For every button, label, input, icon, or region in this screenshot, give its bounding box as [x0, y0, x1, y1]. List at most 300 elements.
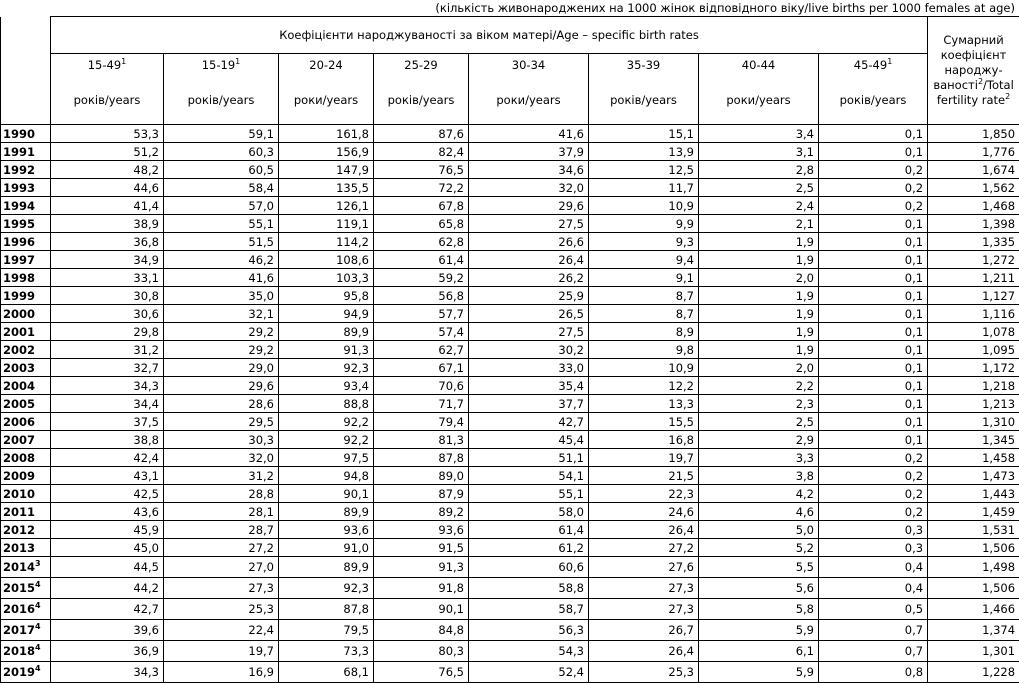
rate-cell: 56,8	[374, 287, 469, 305]
age-specific-header: Коефіцієнти народжуваності за віком матері/Age – specific birth rates	[51, 17, 928, 54]
rate-cell: 29,2	[164, 341, 279, 359]
rate-cell: 4,2	[699, 485, 819, 503]
age-group-unit: роки/years	[469, 76, 589, 125]
rate-cell: 94,8	[279, 467, 374, 485]
rate-cell: 79,4	[374, 413, 469, 431]
rate-cell: 103,3	[279, 269, 374, 287]
rate-cell: 27,2	[589, 539, 699, 557]
table-row	[1, 359, 1019, 377]
rate-cell: 2,9	[699, 431, 819, 449]
year-header	[1, 17, 51, 125]
rate-cell: 87,6	[374, 125, 469, 143]
rate-cell: 92,2	[279, 413, 374, 431]
rate-cell: 30,3	[164, 431, 279, 449]
rate-cell: 29,0	[164, 359, 279, 377]
rate-cell: 34,4	[51, 395, 164, 413]
rate-cell: 29,8	[51, 323, 164, 341]
year-cell: 2016$^4$	[1, 599, 51, 620]
table-row	[1, 620, 1019, 641]
rate-cell: 5,9	[699, 620, 819, 641]
total-fertility-cell: 1,211	[928, 269, 1019, 287]
rate-cell: 29,5	[164, 413, 279, 431]
rate-cell: 61,2	[469, 539, 589, 557]
rate-cell: 5,9	[699, 662, 819, 683]
rate-cell: 9,4	[589, 251, 699, 269]
year-cell: 1997	[1, 251, 51, 269]
rate-cell: 87,9	[374, 485, 469, 503]
rate-cell: 0,7	[819, 641, 928, 662]
table-row	[1, 287, 1019, 305]
rate-cell: 91,8	[374, 578, 469, 599]
rate-cell: 0,1	[819, 305, 928, 323]
rate-cell: 33,1	[51, 269, 164, 287]
total-fertility-cell: 1,172	[928, 359, 1019, 377]
table-row	[1, 323, 1019, 341]
rate-cell: 91,5	[374, 539, 469, 557]
rate-cell: 67,1	[374, 359, 469, 377]
year-cell: 2009	[1, 467, 51, 485]
rate-cell: 42,5	[51, 485, 164, 503]
table-row	[1, 377, 1019, 395]
rate-cell: 73,3	[279, 641, 374, 662]
rate-cell: 28,7	[164, 521, 279, 539]
year-cell: 2014$^3$	[1, 557, 51, 578]
year-cell: 1994	[1, 197, 51, 215]
total-fertility-cell: 1,776	[928, 143, 1019, 161]
rate-cell: 57,0	[164, 197, 279, 215]
year-cell: 1993	[1, 179, 51, 197]
table-row	[1, 557, 1019, 578]
rate-cell: 4,6	[699, 503, 819, 521]
table-row	[1, 125, 1019, 143]
total-fertility-cell: 1,301	[928, 641, 1019, 662]
rate-cell: 0,1	[819, 431, 928, 449]
rate-cell: 29,6	[469, 197, 589, 215]
table-header	[1, 17, 1019, 125]
rate-cell: 26,5	[469, 305, 589, 323]
rate-cell: 0,1	[819, 377, 928, 395]
rate-cell: 90,1	[279, 485, 374, 503]
rate-cell: 45,9	[51, 521, 164, 539]
rate-cell: 91,3	[374, 557, 469, 578]
rate-cell: 9,9	[589, 215, 699, 233]
rate-cell: 36,9	[51, 641, 164, 662]
rate-cell: 76,5	[374, 161, 469, 179]
rate-cell: 33,0	[469, 359, 589, 377]
table-row	[1, 341, 1019, 359]
rate-cell: 58,8	[469, 578, 589, 599]
rate-cell: 42,7	[469, 413, 589, 431]
rate-cell: 13,3	[589, 395, 699, 413]
age-group-label: $45-49^1$	[819, 54, 928, 76]
total-fertility-cell: 1,116	[928, 305, 1019, 323]
rate-cell: 51,5	[164, 233, 279, 251]
age-group-label: 30-34	[469, 54, 589, 76]
rate-cell: 84,8	[374, 620, 469, 641]
table-row	[1, 179, 1019, 197]
total-fertility-cell: 1,459	[928, 503, 1019, 521]
rate-cell: 60,5	[164, 161, 279, 179]
table-row	[1, 143, 1019, 161]
rate-cell: 42,4	[51, 449, 164, 467]
rate-cell: 0,5	[819, 599, 928, 620]
rate-cell: 135,5	[279, 179, 374, 197]
rate-cell: 22,4	[164, 620, 279, 641]
rate-cell: 28,6	[164, 395, 279, 413]
rate-cell: 67,8	[374, 197, 469, 215]
rate-cell: 0,1	[819, 233, 928, 251]
age-group-unit: років/years	[164, 76, 279, 125]
rate-cell: 35,0	[164, 287, 279, 305]
rate-cell: 55,1	[469, 485, 589, 503]
rate-cell: 89,0	[374, 467, 469, 485]
rate-cell: 24,6	[589, 503, 699, 521]
rate-cell: 147,9	[279, 161, 374, 179]
rate-cell: 15,1	[589, 125, 699, 143]
rate-cell: 42,7	[51, 599, 164, 620]
rate-cell: 89,9	[279, 323, 374, 341]
rate-cell: 126,1	[279, 197, 374, 215]
rate-cell: 38,9	[51, 215, 164, 233]
total-fertility-cell: 1,473	[928, 467, 1019, 485]
year-cell: 2003	[1, 359, 51, 377]
rate-cell: 61,4	[469, 521, 589, 539]
rate-cell: 95,8	[279, 287, 374, 305]
age-group-unit: роки/years	[699, 76, 819, 125]
rate-cell: 76,5	[374, 662, 469, 683]
rate-cell: 37,7	[469, 395, 589, 413]
total-fertility-cell: 1,374	[928, 620, 1019, 641]
rate-cell: 61,4	[374, 251, 469, 269]
table-row	[1, 269, 1019, 287]
rate-cell: 9,3	[589, 233, 699, 251]
rate-cell: 25,3	[164, 599, 279, 620]
rate-cell: 0,1	[819, 395, 928, 413]
rate-cell: 119,1	[279, 215, 374, 233]
year-cell: 1995	[1, 215, 51, 233]
total-fertility-cell: 1,468	[928, 197, 1019, 215]
total-fertility-cell: 1,218	[928, 377, 1019, 395]
rate-cell: 56,3	[469, 620, 589, 641]
age-group-unit: років/years	[51, 76, 164, 125]
rate-cell: 6,1	[699, 641, 819, 662]
rate-cell: 32,7	[51, 359, 164, 377]
rate-cell: 52,4	[469, 662, 589, 683]
total-fertility-cell: 1,095	[928, 341, 1019, 359]
rate-cell: 58,4	[164, 179, 279, 197]
rate-cell: 0,1	[819, 215, 928, 233]
rate-cell: 2,5	[699, 413, 819, 431]
rate-cell: 10,9	[589, 359, 699, 377]
rate-cell: 21,5	[589, 467, 699, 485]
rate-cell: 25,3	[589, 662, 699, 683]
rate-cell: 13,9	[589, 143, 699, 161]
age-group-unit: років/years	[819, 76, 928, 125]
table-row	[1, 521, 1019, 539]
rate-cell: 41,6	[469, 125, 589, 143]
rate-cell: 32,0	[164, 449, 279, 467]
age-group-unit: роки/years	[279, 76, 374, 125]
rate-cell: 37,5	[51, 413, 164, 431]
year-cell: 2012	[1, 521, 51, 539]
rate-cell: 92,2	[279, 431, 374, 449]
age-unit-row	[1, 76, 1019, 125]
rate-cell: 91,3	[279, 341, 374, 359]
rate-cell: 2,4	[699, 197, 819, 215]
total-fertility-cell: 1,506	[928, 578, 1019, 599]
table-row	[1, 395, 1019, 413]
rate-cell: 27,3	[589, 599, 699, 620]
rate-cell: 10,9	[589, 197, 699, 215]
total-fertility-cell: 1,213	[928, 395, 1019, 413]
table-row	[1, 449, 1019, 467]
rate-cell: 93,6	[374, 521, 469, 539]
rate-cell: 43,6	[51, 503, 164, 521]
rate-cell: 8,7	[589, 305, 699, 323]
table-row	[1, 599, 1019, 620]
rate-cell: 22,3	[589, 485, 699, 503]
rate-cell: 59,2	[374, 269, 469, 287]
rate-cell: 30,8	[51, 287, 164, 305]
rate-cell: 108,6	[279, 251, 374, 269]
rate-cell: 8,7	[589, 287, 699, 305]
age-group-unit: років/years	[589, 76, 699, 125]
rate-cell: 94,9	[279, 305, 374, 323]
total-fertility-cell: 1,443	[928, 485, 1019, 503]
year-cell: 2000	[1, 305, 51, 323]
year-cell: 2015$^4$	[1, 578, 51, 599]
rate-cell: 62,8	[374, 233, 469, 251]
age-group-row	[1, 54, 1019, 76]
rate-cell: 5,2	[699, 539, 819, 557]
rate-cell: 90,1	[374, 599, 469, 620]
rate-cell: 46,2	[164, 251, 279, 269]
rate-cell: 3,4	[699, 125, 819, 143]
rate-cell: 34,3	[51, 377, 164, 395]
rate-cell: 27,3	[164, 578, 279, 599]
rate-cell: 26,4	[469, 251, 589, 269]
rate-cell: 93,6	[279, 521, 374, 539]
rate-cell: 3,3	[699, 449, 819, 467]
rate-cell: 39,6	[51, 620, 164, 641]
rate-cell: 97,5	[279, 449, 374, 467]
rate-cell: 34,6	[469, 161, 589, 179]
rate-cell: 1,9	[699, 305, 819, 323]
rate-cell: 2,0	[699, 269, 819, 287]
rate-cell: 58,0	[469, 503, 589, 521]
total-fertility-cell: 1,127	[928, 287, 1019, 305]
total-fertility-cell: 1,272	[928, 251, 1019, 269]
year-cell: 2005	[1, 395, 51, 413]
rate-cell: 44,5	[51, 557, 164, 578]
total-fertility-cell: 1,531	[928, 521, 1019, 539]
rate-cell: 3,8	[699, 467, 819, 485]
rate-cell: 12,2	[589, 377, 699, 395]
rate-cell: 41,4	[51, 197, 164, 215]
rate-cell: 26,2	[469, 269, 589, 287]
age-group-label: 35-39	[589, 54, 699, 76]
rate-cell: 1,9	[699, 287, 819, 305]
rate-cell: 89,2	[374, 503, 469, 521]
table-row	[1, 641, 1019, 662]
year-cell: 1996	[1, 233, 51, 251]
rate-cell: 8,9	[589, 323, 699, 341]
rate-cell: 29,6	[164, 377, 279, 395]
rate-cell: 0,3	[819, 521, 928, 539]
age-group-label: $15-49^1$	[51, 54, 164, 76]
rate-cell: 15,5	[589, 413, 699, 431]
rate-cell: 62,7	[374, 341, 469, 359]
year-cell: 2007	[1, 431, 51, 449]
rate-cell: 0,2	[819, 197, 928, 215]
table-row	[1, 161, 1019, 179]
total-fertility-cell: 1,674	[928, 161, 1019, 179]
total-fertility-header: Сумарний коефіцієнт народжу- ваності$^2$/Total fertility rate$^2$	[928, 17, 1019, 125]
rate-cell: 2,8	[699, 161, 819, 179]
age-group-label: $15-19^1$	[164, 54, 279, 76]
total-fertility-cell: 1,310	[928, 413, 1019, 431]
rate-cell: 3,1	[699, 143, 819, 161]
rate-cell: 26,6	[469, 233, 589, 251]
rate-cell: 2,1	[699, 215, 819, 233]
rate-cell: 92,3	[279, 359, 374, 377]
rate-cell: 34,9	[51, 251, 164, 269]
rate-cell: 57,4	[374, 323, 469, 341]
rate-cell: 12,5	[589, 161, 699, 179]
birth-rates-table	[0, 16, 1019, 683]
rate-cell: 0,1	[819, 341, 928, 359]
rate-cell: 27,2	[164, 539, 279, 557]
rate-cell: 71,7	[374, 395, 469, 413]
rate-cell: 89,9	[279, 557, 374, 578]
year-cell: 2017$^4$	[1, 620, 51, 641]
table-row	[1, 485, 1019, 503]
rate-cell: 91,0	[279, 539, 374, 557]
rate-cell: 0,1	[819, 269, 928, 287]
total-fertility-cell: 1,850	[928, 125, 1019, 143]
rate-cell: 0,2	[819, 467, 928, 485]
rate-cell: 1,9	[699, 233, 819, 251]
rate-cell: 54,3	[469, 641, 589, 662]
rate-cell: 41,6	[164, 269, 279, 287]
rate-cell: 31,2	[164, 467, 279, 485]
rate-cell: 38,8	[51, 431, 164, 449]
rate-cell: 36,8	[51, 233, 164, 251]
rate-cell: 2,5	[699, 179, 819, 197]
rate-cell: 0,1	[819, 359, 928, 377]
table-row	[1, 413, 1019, 431]
rate-cell: 53,3	[51, 125, 164, 143]
rate-cell: 43,1	[51, 467, 164, 485]
rate-cell: 80,3	[374, 641, 469, 662]
rate-cell: 27,0	[164, 557, 279, 578]
year-cell: 1991	[1, 143, 51, 161]
rate-cell: 25,9	[469, 287, 589, 305]
rate-cell: 44,2	[51, 578, 164, 599]
rate-cell: 114,2	[279, 233, 374, 251]
rate-cell: 16,8	[589, 431, 699, 449]
year-cell: 2006	[1, 413, 51, 431]
rate-cell: 31,2	[51, 341, 164, 359]
year-cell: 2011	[1, 503, 51, 521]
total-fertility-cell: 1,498	[928, 557, 1019, 578]
age-group-label: 25-29	[374, 54, 469, 76]
total-fertility-cell: 1,562	[928, 179, 1019, 197]
rate-cell: 26,4	[589, 521, 699, 539]
rate-cell: 0,1	[819, 413, 928, 431]
table-note: (кількість живонароджених на 1000 жінок відповідного віку/live births per 1000 females at age)	[0, 0, 1019, 16]
rate-cell: 0,1	[819, 143, 928, 161]
table-row	[1, 215, 1019, 233]
rate-cell: 156,9	[279, 143, 374, 161]
rate-cell: 37,9	[469, 143, 589, 161]
rate-cell: 27,5	[469, 323, 589, 341]
table-row	[1, 539, 1019, 557]
rate-cell: 5,5	[699, 557, 819, 578]
rate-cell: 89,9	[279, 503, 374, 521]
rate-cell: 92,3	[279, 578, 374, 599]
table-row	[1, 431, 1019, 449]
rate-cell: 44,6	[51, 179, 164, 197]
total-fertility-cell: 1,506	[928, 539, 1019, 557]
rate-cell: 26,7	[589, 620, 699, 641]
rate-cell: 70,6	[374, 377, 469, 395]
total-fertility-cell: 1,466	[928, 599, 1019, 620]
rate-cell: 57,7	[374, 305, 469, 323]
rate-cell: 79,5	[279, 620, 374, 641]
table-row	[1, 467, 1019, 485]
age-group-unit: років/years	[374, 76, 469, 125]
rate-cell: 81,3	[374, 431, 469, 449]
rate-cell: 59,1	[164, 125, 279, 143]
year-cell: 2013	[1, 539, 51, 557]
rate-cell: 30,2	[469, 341, 589, 359]
rate-cell: 1,9	[699, 251, 819, 269]
rate-cell: 0,4	[819, 578, 928, 599]
rate-cell: 45,4	[469, 431, 589, 449]
rate-cell: 0,2	[819, 485, 928, 503]
rate-cell: 27,5	[469, 215, 589, 233]
rate-cell: 55,1	[164, 215, 279, 233]
rate-cell: 28,1	[164, 503, 279, 521]
rate-cell: 32,1	[164, 305, 279, 323]
table-row	[1, 503, 1019, 521]
rate-cell: 2,2	[699, 377, 819, 395]
rate-cell: 54,1	[469, 467, 589, 485]
rate-cell: 0,4	[819, 557, 928, 578]
rate-cell: 1,9	[699, 323, 819, 341]
year-cell: 2008	[1, 449, 51, 467]
rate-cell: 0,1	[819, 323, 928, 341]
rate-cell: 30,6	[51, 305, 164, 323]
rate-cell: 19,7	[164, 641, 279, 662]
table-row	[1, 233, 1019, 251]
age-group-label: 40-44	[699, 54, 819, 76]
rate-cell: 65,8	[374, 215, 469, 233]
rate-cell: 11,7	[589, 179, 699, 197]
rate-cell: 51,1	[469, 449, 589, 467]
year-cell: 1999	[1, 287, 51, 305]
year-cell: 2002	[1, 341, 51, 359]
rate-cell: 27,6	[589, 557, 699, 578]
rate-cell: 0,2	[819, 503, 928, 521]
total-fertility-cell: 1,335	[928, 233, 1019, 251]
rate-cell: 93,4	[279, 377, 374, 395]
total-fertility-cell: 1,398	[928, 215, 1019, 233]
year-cell: 2010	[1, 485, 51, 503]
table-row	[1, 197, 1019, 215]
rate-cell: 32,0	[469, 179, 589, 197]
